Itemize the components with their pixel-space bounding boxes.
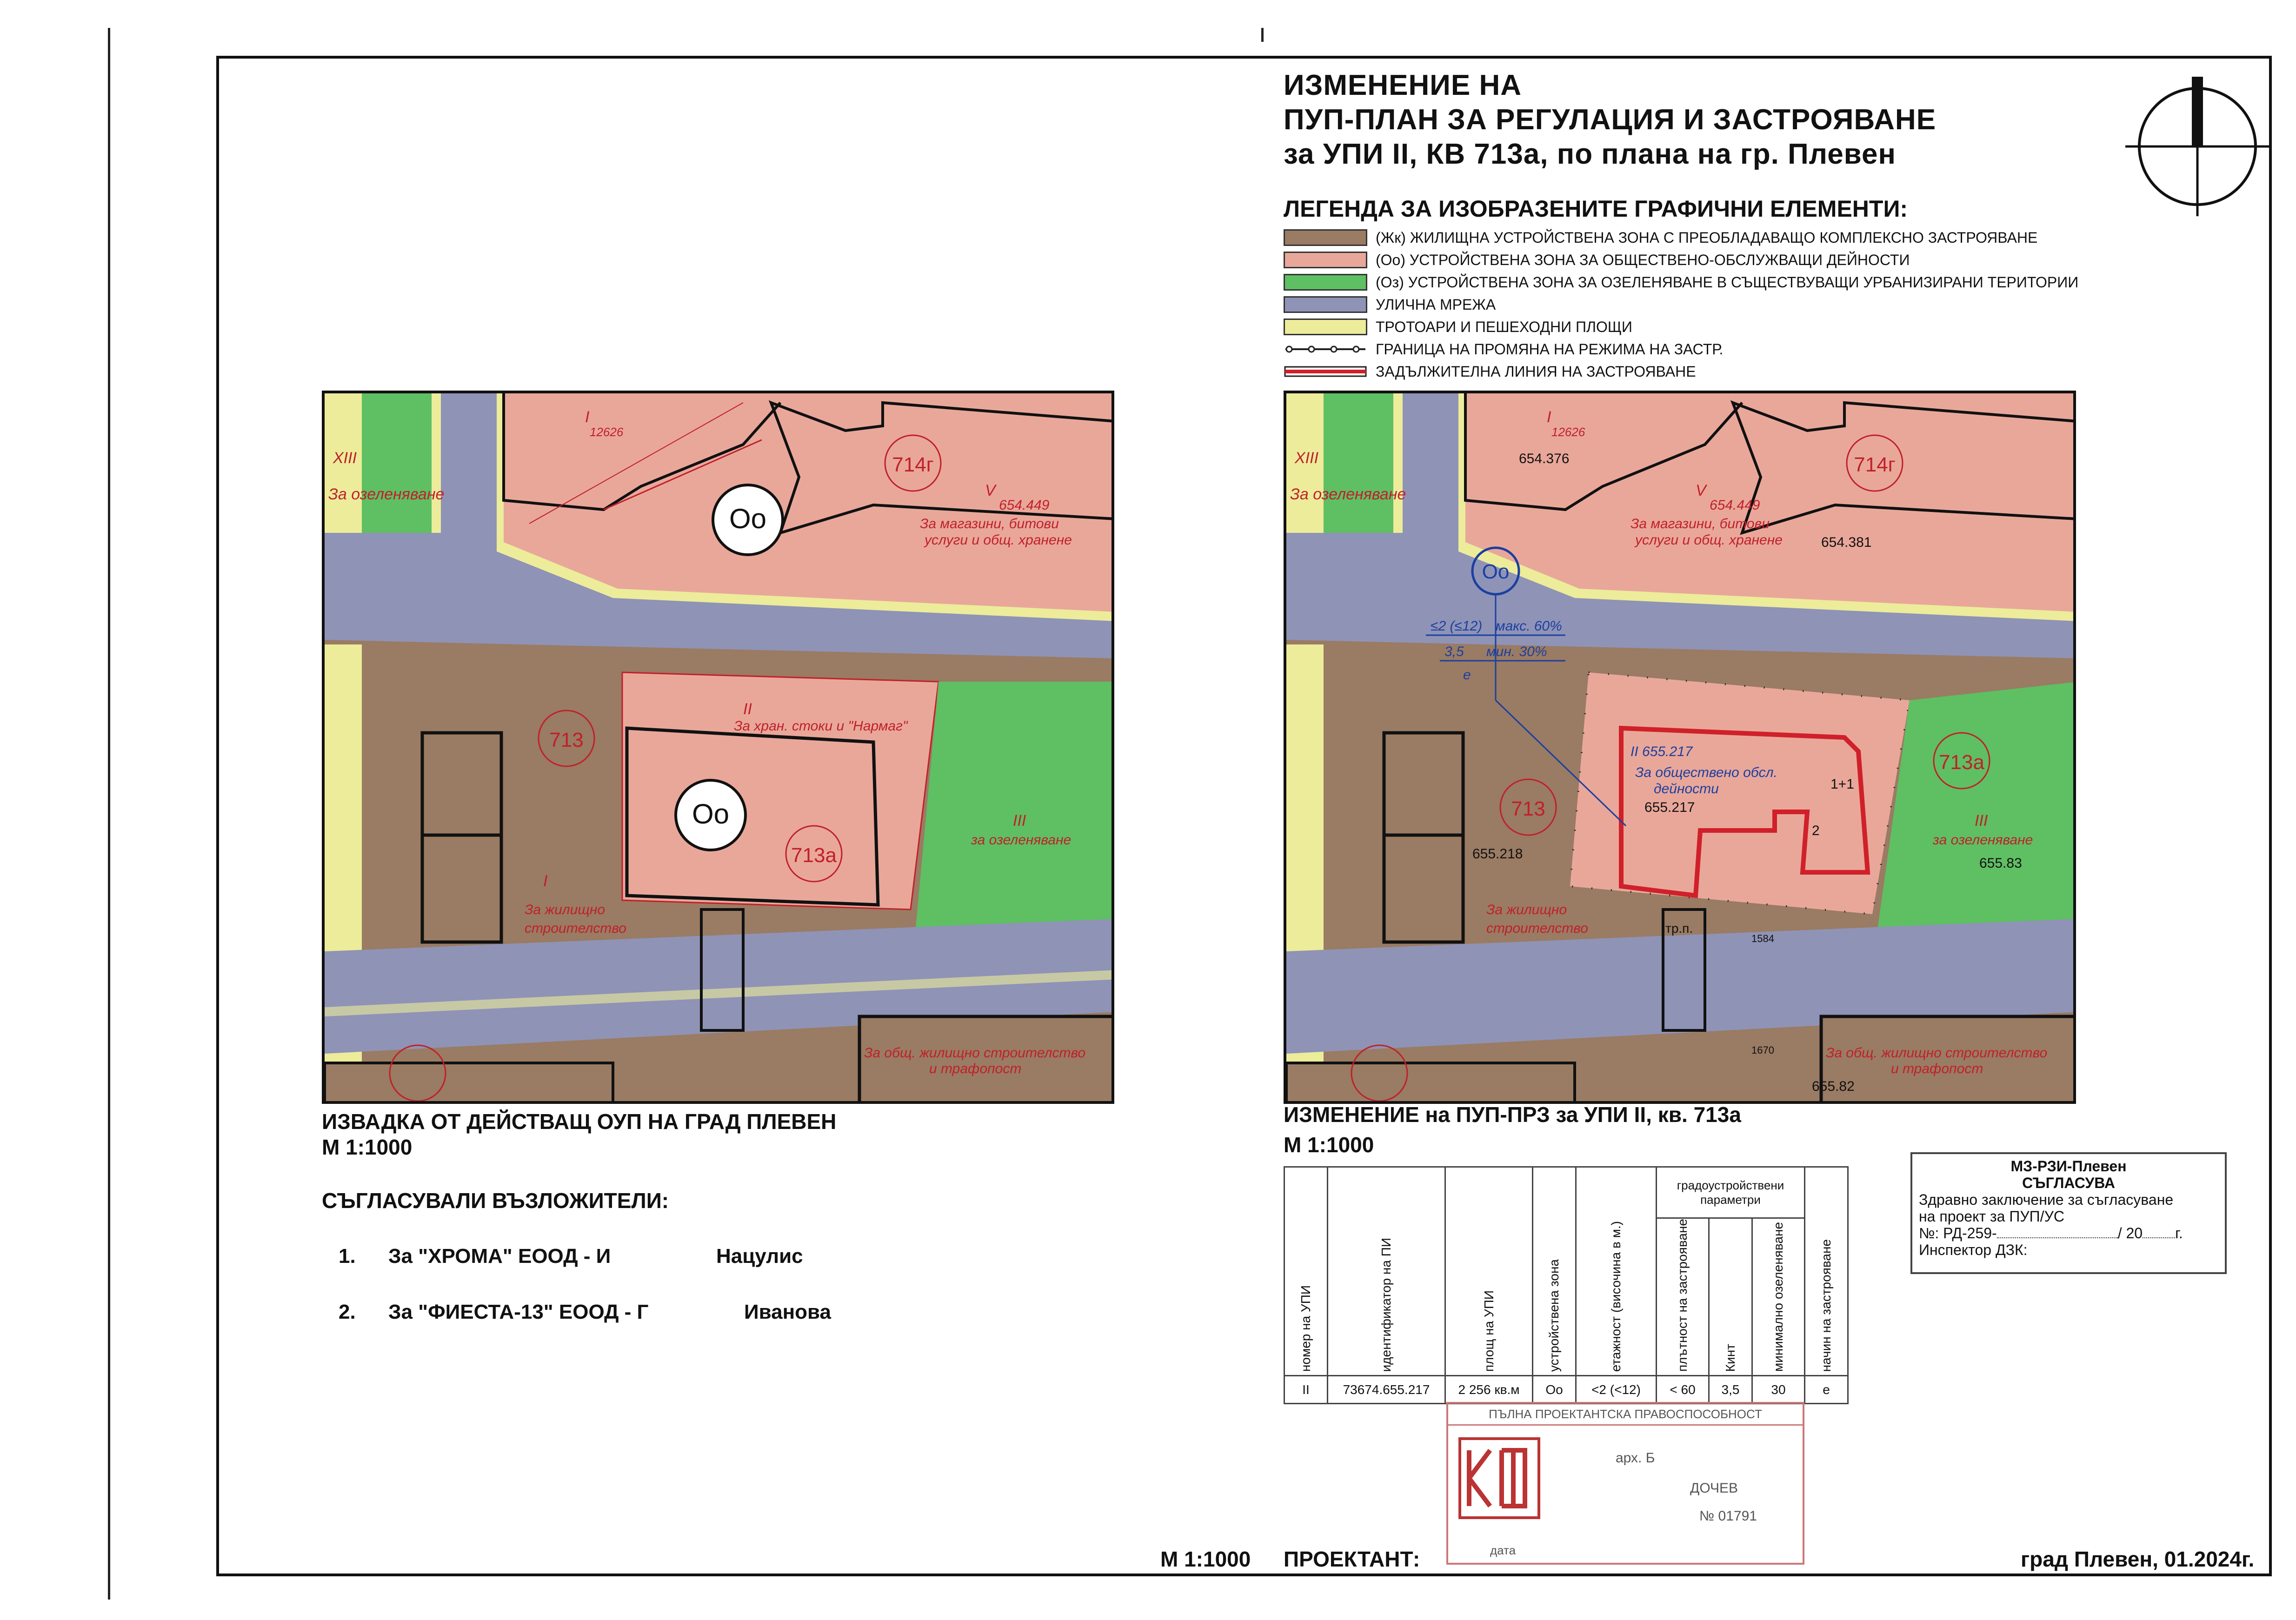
group-header: градоустройствени параметри (1657, 1167, 1805, 1218)
label-1670: 1670 (1751, 1044, 1774, 1056)
stamp-project: на проект за ПУП/УС (1919, 1208, 2064, 1225)
label-transformer: и трафопост (929, 1061, 1022, 1076)
label-713a: 713а (1939, 751, 1984, 774)
designer-license-stamp (1446, 1402, 1804, 1565)
label-floors-2: 2 (1812, 823, 1820, 838)
table-row (1284, 1376, 1848, 1404)
map-proposed-drawing (1286, 393, 2076, 1104)
header-cell: номер на УПИ (1284, 1167, 1328, 1376)
label-xiii: XIII (333, 449, 357, 467)
label-654-381: 654.381 (1821, 535, 1872, 550)
label-services: услуги и общ. хранене (925, 532, 1072, 548)
signer-2-name: Иванова (744, 1301, 831, 1323)
header-cell: начин на застрояване (1805, 1167, 1848, 1376)
label-construction: строителство (1486, 921, 1588, 936)
stamp-authority: МЗ-РЗИ-Плевен (2010, 1158, 2127, 1175)
parameters-table (1284, 1166, 1849, 1404)
label-xiii: XIII (1295, 449, 1319, 467)
title-line-2: ПУП-ПЛАН ЗА РЕГУЛАЦИЯ И ЗАСТРОЯВАНЕ (1284, 104, 1937, 136)
label-zone-oo-1: Оо (729, 503, 767, 534)
stamp-arch: арх. Б (1616, 1450, 1655, 1466)
footer-scale: М 1:1000 (1160, 1547, 1251, 1571)
label-v: V (985, 482, 996, 499)
label-food-store: За хран. стоки и "Нармаг" (734, 718, 908, 734)
legend-item-residential (1284, 229, 2037, 246)
map-existing-drawing (325, 393, 1114, 1104)
cell: 30 (1752, 1376, 1805, 1404)
label-for-green: за озеленяване (971, 832, 1071, 848)
stamp-number: №: РД-259- / 20 г. (1919, 1225, 2183, 1242)
label-max-density: макс. 60% (1496, 618, 1562, 634)
label-shops: За магазини, битови (1630, 516, 1770, 531)
stamp-health-conclusion: Здравно заключение за съгласуване (1919, 1191, 2174, 1208)
label-655-82: 655.82 (1812, 1079, 1855, 1094)
stamp-inspector: Инспектор ДЗК: (1919, 1242, 2028, 1258)
cell: е (1805, 1376, 1848, 1404)
health-approval-stamp (1910, 1152, 2227, 1274)
header-cell: минимално озеленяване (1752, 1218, 1805, 1376)
label-713: 713 (549, 729, 584, 751)
label-plot-i-res: I (543, 872, 548, 890)
label-public-residential: За общ. жилищно строителство (864, 1045, 1086, 1061)
caption-proposed-scale: М 1:1000 (1284, 1133, 1374, 1157)
legend-item-building-line (1284, 363, 1696, 380)
label-655-83: 655.83 (1979, 856, 2022, 871)
legend-swatch (1284, 319, 1367, 335)
header-cell: площ на УПИ (1445, 1167, 1533, 1376)
title-line-3: за УПИ II, КВ 713а, по плана на гр. Плевен (1284, 138, 1896, 170)
label-construction: строителство (525, 921, 626, 936)
signer-2-number: 2. (339, 1301, 356, 1323)
label-for-green: за озеленяване (1933, 832, 2033, 848)
legend-label: ГРАНИЦА НА ПРОМЯНА НА РЕЖИМА НА ЗАСТР. (1376, 340, 1724, 358)
legend-label: ТРОТОАРИ И ПЕШЕХОДНИ ПЛОЩИ (1376, 318, 1632, 335)
cell: < 60 (1657, 1376, 1709, 1404)
binding-line-left (108, 28, 110, 1600)
chamber-logo-icon (1457, 1436, 1541, 1520)
cell: II (1284, 1376, 1328, 1404)
label-12626: 12626 (1551, 425, 1585, 439)
label-654-449: 654.449 (1710, 498, 1760, 513)
label-zone-oo: Оо (1482, 560, 1510, 583)
label-green: За озеленяване (328, 485, 445, 503)
cell: 3,5 (1709, 1376, 1752, 1404)
label-transformer: и трафопост (1891, 1061, 1983, 1076)
label-public-services: За обществено обсл. (1635, 765, 1777, 780)
stamp-designer-name: ДОЧЕВ (1690, 1481, 1738, 1496)
legend-swatch (1284, 252, 1367, 268)
label-plot-iii: III (1013, 812, 1026, 830)
caption-existing: ИЗВАДКА ОТ ДЕЙСТВАЩ ОУП НА ГРАД ПЛЕВЕН (322, 1109, 837, 1134)
caption-existing-scale: М 1:1000 (322, 1135, 413, 1159)
label-654-376: 654.376 (1519, 451, 1570, 466)
stamp-header: ПЪЛНА ПРОЕКТАНТСКА ПРАВОСПОСОБНОСТ (1448, 1404, 1803, 1426)
signers-heading: СЪГЛАСУВАЛИ ВЪЗЛОЖИТЕЛИ: (322, 1188, 669, 1213)
caption-proposed: ИЗМЕНЕНИЕ на ПУП-ПРЗ за УПИ II, кв. 713а (1284, 1102, 1741, 1127)
label-v: V (1696, 482, 1706, 499)
label-plot-ii: II 655.217 (1630, 744, 1693, 759)
stamp-approves: СЪГЛАСУВА (2022, 1175, 2115, 1191)
label-plot-iii: III (1975, 812, 1988, 830)
label-654-449: 654.449 (999, 498, 1050, 513)
header-cell: етажност (височина в м.) (1576, 1167, 1657, 1376)
north-arrow-icon (2125, 77, 2269, 221)
stamp-reg-number: № 01791 (1699, 1508, 1757, 1524)
label-714g: 714г (892, 453, 934, 476)
legend-label: (Оз) УСТРОЙСТВЕНА ЗОНА ЗА ОЗЕЛЕНЯВАНЕ В СЪЩЕСТВУВАЩИ УРБАНИЗИРАНИ ТЕРИТОРИИ (1376, 273, 2079, 291)
label-655-217: 655.217 (1644, 800, 1695, 815)
legend-item-green (1284, 273, 2078, 291)
label-activities: дейности (1654, 781, 1719, 797)
signer-1-name: Нацулис (716, 1245, 803, 1268)
binding-line-fold (1261, 28, 1264, 42)
header-cell: устройствена зона (1533, 1167, 1576, 1376)
label-713a: 713а (791, 844, 837, 867)
legend-item-street (1284, 296, 1496, 313)
legend-swatch (1284, 229, 1367, 246)
label-shops: За магазини, битови (920, 516, 1059, 531)
cell: <2 (<12) (1576, 1376, 1657, 1404)
label-12626: 12626 (590, 425, 624, 439)
legend-item-boundary (1284, 340, 1723, 358)
stamp-date-label: дата (1490, 1543, 1516, 1557)
footer-designer: ПРОЕКТАНТ: (1284, 1547, 1420, 1571)
label-residential: За жилищно (1486, 902, 1567, 917)
label-floors-1-1: 1+1 (1830, 777, 1854, 792)
label-min-green: мин. 30% (1486, 644, 1547, 659)
header-cell: Кинт (1709, 1218, 1752, 1376)
legend-label: (Оо) УСТРОЙСТВЕНА ЗОНА ЗА ОБЩЕСТВЕНО-ОБСЛУЖВАЩИ ДЕЙНОСТИ (1376, 251, 1910, 268)
signer-1-number: 1. (339, 1245, 356, 1268)
label-714g: 714г (1854, 453, 1896, 476)
map-existing-plan (322, 391, 1114, 1104)
label-public-residential: За общ. жилищно строителство (1826, 1045, 2048, 1061)
label-plot-i: I (585, 408, 590, 426)
header-cell: плътност на застрояване (1657, 1218, 1709, 1376)
legend-label: (Жк) ЖИЛИЩНА УСТРОЙСТВЕНА ЗОНА С ПРЕОБЛАДАВАЩО КОМПЛЕКСНО ЗАСТРОЯВАНЕ (1376, 229, 2038, 246)
signer-1-company: За "ХРОМА" ЕООД - И (388, 1245, 611, 1268)
legend-label: УЛИЧНА МРЕЖА (1376, 296, 1496, 313)
label-713: 713 (1511, 797, 1545, 820)
legend-label: ЗАДЪЛЖИТЕЛНА ЛИНИЯ НА ЗАСТРОЯВАНЕ (1376, 363, 1696, 380)
label-building-mode: е (1463, 667, 1471, 683)
cell: Оо (1533, 1376, 1576, 1404)
footer-place-date: град Плевен, 01.2024г. (2021, 1547, 2255, 1571)
legend-item-sidewalk (1284, 318, 1632, 336)
label-green: За озеленяване (1290, 485, 1406, 503)
legend-swatch-boundary (1284, 341, 1367, 358)
title-line-1: ИЗМЕНЕНИЕ НА (1284, 69, 1522, 101)
legend-item-public (1284, 251, 1910, 269)
signer-2-company: За "ФИЕСТА-13" ЕООД - Г (388, 1301, 649, 1323)
legend-swatch (1284, 296, 1367, 313)
cell: 73674.655.217 (1328, 1376, 1445, 1404)
label-kint: 3,5 (1444, 644, 1464, 659)
label-plot-i: I (1547, 408, 1551, 426)
legend-swatch (1284, 274, 1367, 291)
legend-heading: ЛЕГЕНДА ЗА ИЗОБРАЗЕНИТЕ ГРАФИЧНИ ЕЛЕМЕНТИ: (1284, 196, 1908, 222)
label-zone-oo-2: Оо (692, 798, 730, 830)
label-1584: 1584 (1751, 933, 1774, 944)
label-transformer-station: тр.п. (1665, 921, 1693, 936)
label-residential: За жилищно (525, 902, 606, 917)
label-services: услуги и общ. хранене (1635, 532, 1783, 548)
label-655-218: 655.218 (1472, 846, 1523, 862)
label-floors: ≤2 (≤12) (1431, 618, 1483, 634)
header-cell: идентификатор на ПИ (1328, 1167, 1445, 1376)
legend-swatch-red-line (1284, 363, 1367, 380)
cell: 2 256 кв.м (1445, 1376, 1533, 1404)
label-plot-ii: II (743, 700, 752, 718)
map-proposed-plan (1284, 391, 2076, 1104)
